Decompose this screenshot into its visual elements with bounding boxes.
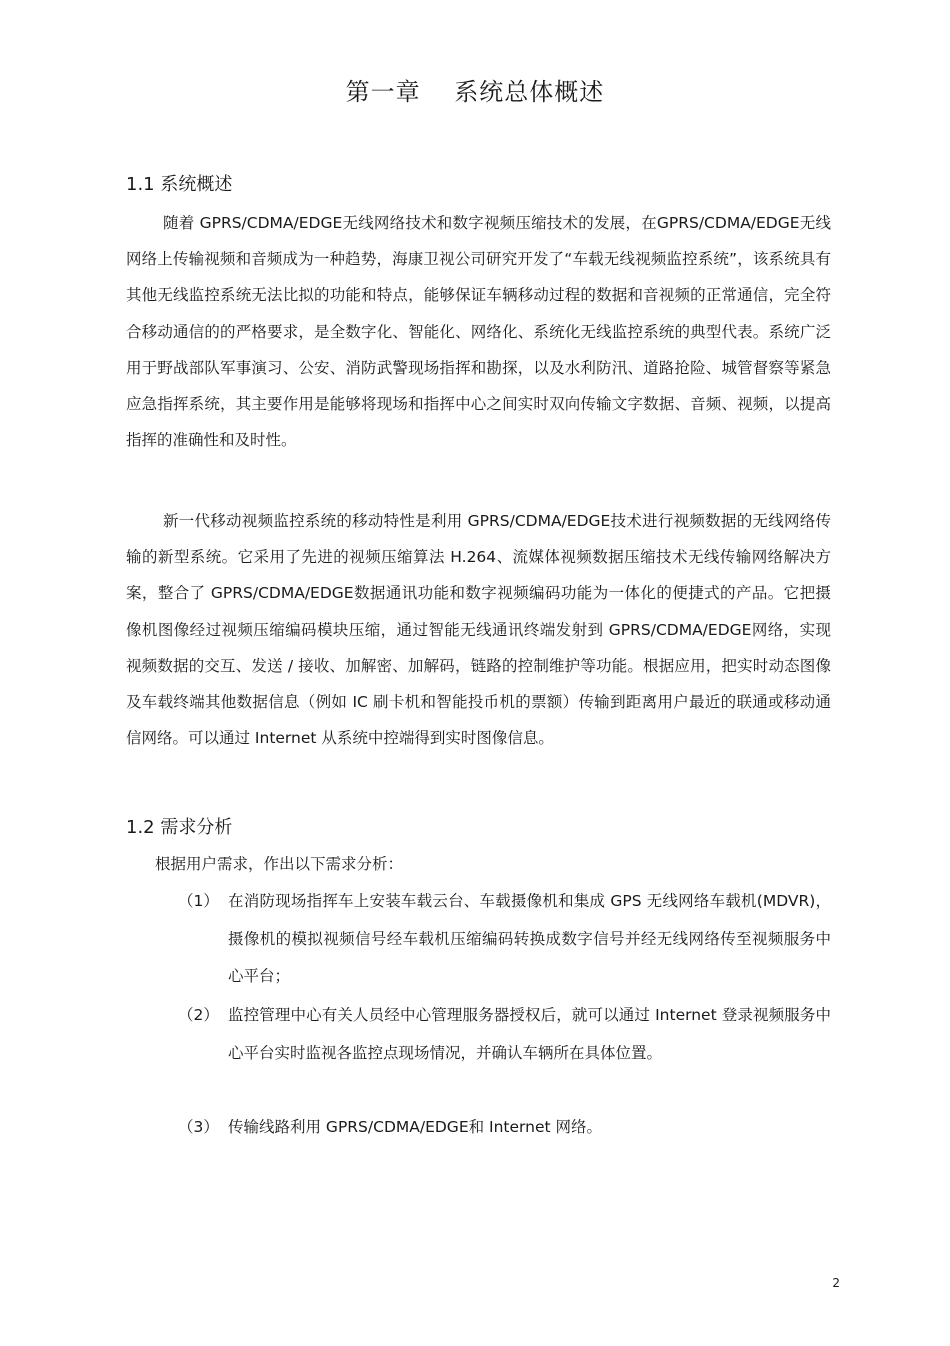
requirement-text: 在消防现场指挥车上安装车载云台、车载摄像机和集成 GPS 无线网络车载机(MDVR)，摄像机的模拟视频信号经车载机压缩编码转换成数字信号并经无线网络传至视频服务中心平台； xyxy=(228,892,831,985)
requirement-text: 监控管理中心有关人员经中心管理服务器授权后，就可以通过 Internet 登录视频服务中心平台实时监视各监控点现场情况，并确认车辆所在具体位置。 xyxy=(228,1006,831,1062)
requirement-item-3 xyxy=(178,1109,831,1147)
section-heading-1-1: 1.1 系统概述 xyxy=(126,174,233,195)
requirement-number: （1） xyxy=(178,892,219,910)
requirement-number: （3） xyxy=(178,1118,219,1136)
page-number: 2 xyxy=(832,1276,840,1290)
chapter-title: 第一章 系统总体概述 xyxy=(345,78,605,106)
requirement-item-2 xyxy=(178,997,831,1072)
paragraph-overview-1: 随着 GPRS/CDMA/EDGE无线网络技术和数字视频压缩技术的发展，在GPRS/CDMA/EDGE无线网络上传输视频和音频成为一种趋势，海康卫视公司研究开发了“车载无线视频监控系统”，该系统具有其他无线监控系统无法比拟的功能和特点，能够保证车辆移动过程的数据和音视频的正常通信，完全符合移动通信的的严格要求，是全数字化、智能化、网络化、系统化无线监控系统的典型代表。系统广泛用于野战部队军事演习、公安、消防武警现场指挥和勘探，以及水利防汛、道路抢险、城管督察等紧急应急指挥系统，其主要作用是能够将现场和指挥中心之间实时双向传输文字数据、音频、视频，以提高指挥的准确性和及时性。 xyxy=(126,214,831,450)
paragraph-overview-2: 新一代移动视频监控系统的移动特性是利用 GPRS/CDMA/EDGE技术进行视频数据的无线网络传输的新型系统。它采用了先进的视频压缩算法 H.264、流媒体视频数据压缩技术无线传输网络解决方案，整合了 GPRS/CDMA/EDGE数据通讯功能和数字视频编码功能为一体化的便捷式的产品。它把摄像机图像经过视频压缩编码模块压缩，通过智能无线通讯终端发射到 GPRS/CDMA/EDGE网络，实现视频数据的交互、发送 / 接收、加解密、加解码，链路的控制维护等功能。根据应用，把实时动态图像及车载终端其他数据信息（例如 IC 刷卡机和智能投币机的票额）传输到距离用户最近的联通或移动通信网络。可以通过 Internet 从系统中控端得到实时图像信息。 xyxy=(126,512,831,748)
requirement-item-1 xyxy=(178,883,831,996)
section-heading-1-2: 1.2 需求分析 xyxy=(126,817,233,838)
requirement-number: （2） xyxy=(178,1006,219,1024)
requirement-text: 传输线路利用 GPRS/CDMA/EDGE和 Internet 网络。 xyxy=(228,1118,603,1136)
requirements-lead: 根据用户需求，作出以下需求分析： xyxy=(155,855,404,873)
